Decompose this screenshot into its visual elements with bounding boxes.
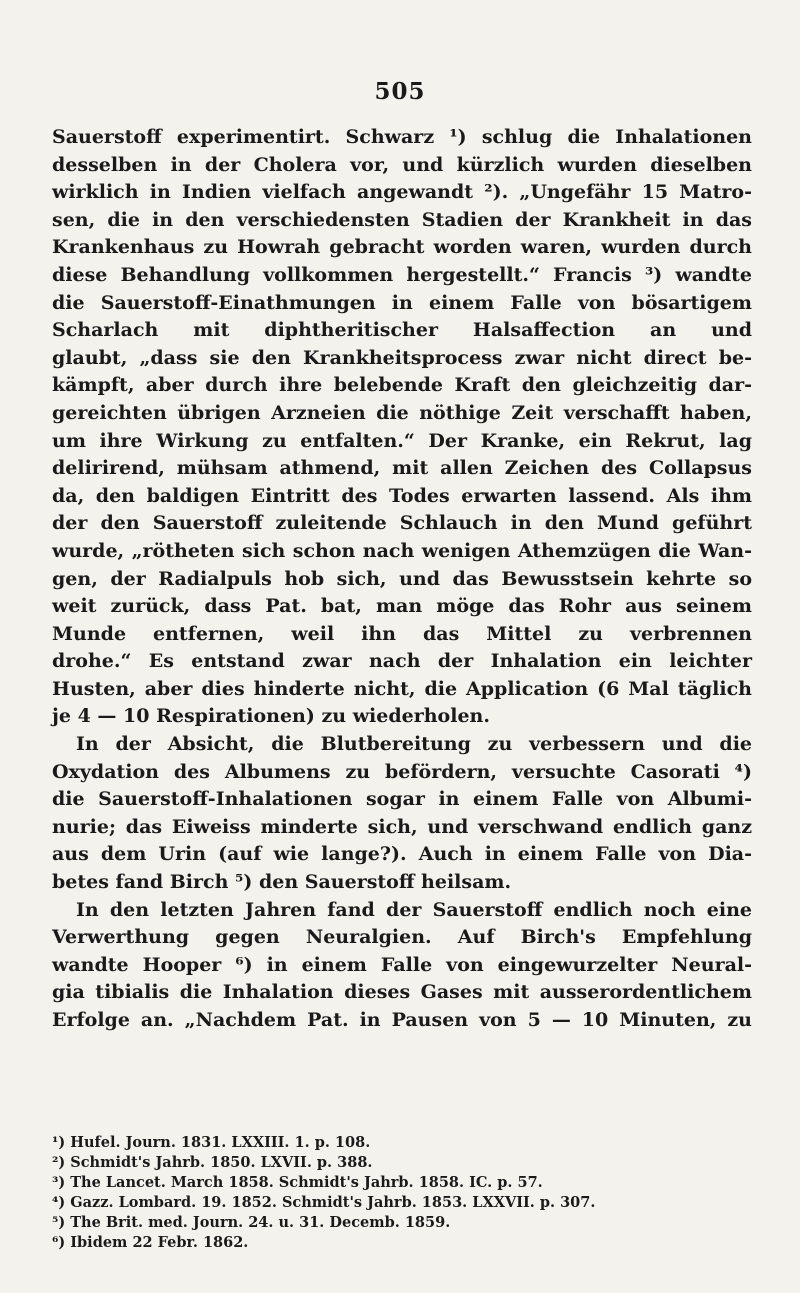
text-line: da, den baldigen Eintritt des Todes erwarten lassend. Als ihm [52, 484, 752, 507]
text-line: drohe.“ Es entstand zwar nach der Inhalation ein leichter [52, 650, 752, 673]
text-line: wurde, „rötheten sich schon nach wenigen Athemzügen die Wan- [52, 539, 752, 562]
text-line: Verwerthung gegen Neuralgien. Auf Birch's Empfehlung [52, 926, 752, 949]
text-line: weit zurück, dass Pat. bat, man möge das Rohr aus seinem [52, 595, 752, 618]
text-line: nurie; das Eiweiss minderte sich, und verschwand endlich ganz [52, 815, 752, 838]
text-line: desselben in der Cholera vor, und kürzlich wurden dieselben [52, 153, 752, 176]
footnotes [52, 1133, 752, 1253]
text-line: um ihre Wirkung zu entfalten.“ Der Kranke, ein Rekrut, lag [52, 429, 752, 452]
text-line: die Sauerstoff-Inhalationen sogar in einem Falle von Albumi- [52, 788, 752, 811]
text-line: gen, der Radialpuls hob sich, und das Bewusstsein kehrte so [52, 567, 752, 590]
text-line: wirklich in Indien vielfach angewandt ²). „Ungefähr 15 Matro- [52, 181, 752, 204]
text-line: gereichten übrigen Arzneien die nöthige Zeit verschafft haben, [52, 401, 752, 424]
text-line: der den Sauerstoff zuleitende Schlauch in den Mund geführt [52, 512, 752, 535]
footnote: ⁶) Ibidem 22 Febr. 1862. [52, 1234, 249, 1251]
text-line: Husten, aber dies hinderte nicht, die Application (6 Mal täglich [52, 677, 752, 700]
footnote: ³) The Lancet. March 1858. Schmidt's Jahrb. 1858. IC. p. 57. [52, 1174, 543, 1191]
text-line: betes fand Birch ⁵) den Sauerstoff heilsam. [52, 871, 512, 894]
text-line: aus dem Urin (auf wie lange?). Auch in einem Falle von Dia- [52, 843, 752, 866]
text-line: diese Behandlung vollkommen hergestellt.“ Francis ³) wandte [52, 263, 752, 286]
text-line: je 4 — 10 Respirationen) zu wiederholen. [52, 705, 490, 728]
footnote: ²) Schmidt's Jahrb. 1850. LXVII. p. 388. [52, 1154, 373, 1171]
text-line: Krankenhaus zu Howrah gebracht worden waren, wurden durch [52, 236, 752, 259]
text-line: glaubt, „dass sie den Krankheitsprocess zwar nicht direct be- [52, 346, 752, 369]
text-line: Munde entfernen, weil ihn das Mittel zu verbrennen [52, 622, 752, 645]
text-line: sen, die in den verschiedensten Stadien der Krankheit in das [52, 208, 752, 231]
text-line: gia tibialis die Inhalation dieses Gases mit ausserordentlichem [52, 981, 752, 1004]
footnote: ⁴) Gazz. Lombard. 19. 1852. Schmidt's Jahrb. 1853. LXXVII. p. 307. [52, 1194, 596, 1211]
text-line: Scharlach mit diphtheritischer Halsaffection an und [52, 319, 752, 342]
text-line: kämpft, aber durch ihre belebende Kraft den gleichzeitig dar- [52, 374, 752, 397]
page-number: 505 [374, 78, 426, 105]
text-line: In der Absicht, die Blutbereitung zu verbessern und die [76, 733, 752, 756]
footnote: ¹) Hufel. Journ. 1831. LXXIII. 1. p. 108. [52, 1134, 371, 1151]
footnote: ⁵) The Brit. med. Journ. 24. u. 31. Decemb. 1859. [52, 1214, 451, 1231]
text-line: die Sauerstoff-Einathmungen in einem Falle von bösartigem [52, 291, 752, 314]
text-line: delirirend, mühsam athmend, mit allen Zeichen des Collapsus [52, 457, 752, 480]
text-line: wandte Hooper ⁶) in einem Falle von eingewurzelter Neural- [52, 953, 752, 976]
text-line: Oxydation des Albumens zu befördern, versuchte Casorati ⁴) [52, 760, 752, 783]
text-line: In den letzten Jahren fand der Sauerstoff endlich noch eine [76, 898, 752, 921]
text-line: Erfolge an. „Nachdem Pat. in Pausen von 5 — 10 Minuten, zu [52, 1009, 752, 1031]
text-line: Sauerstoff experimentirt. Schwarz ¹) schlug die Inhalationen [52, 126, 752, 148]
body-text [52, 124, 752, 1035]
